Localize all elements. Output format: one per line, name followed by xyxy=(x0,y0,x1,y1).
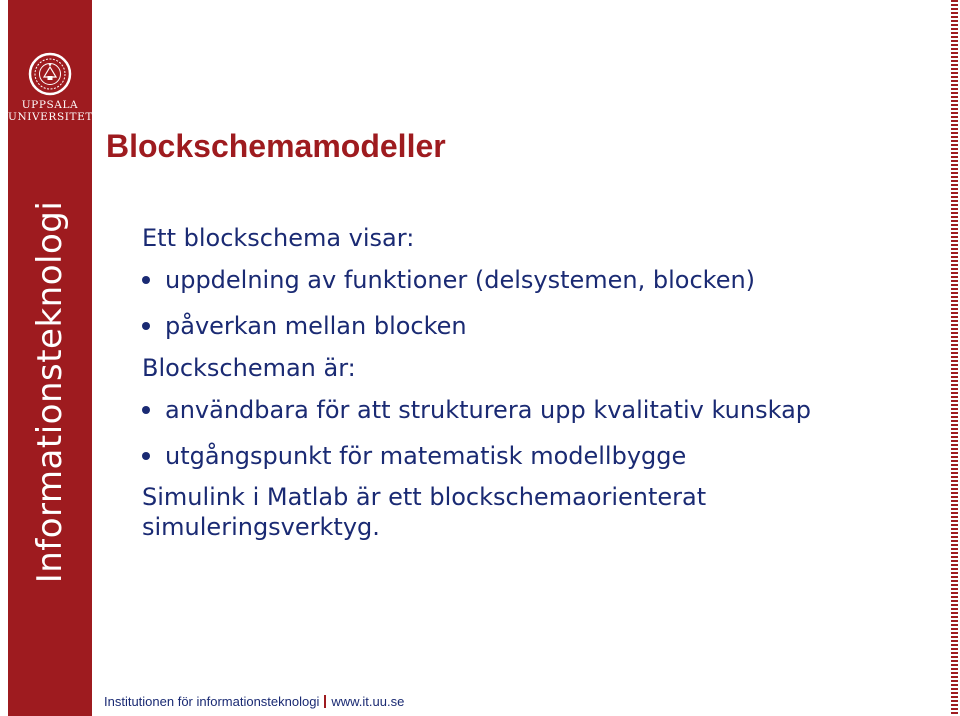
bullet-item xyxy=(142,394,932,426)
logo-text-line: UPPSALA xyxy=(21,99,79,111)
sidebar-vertical-label: Informationsteknologi xyxy=(30,200,70,584)
intro-bullet-list xyxy=(142,264,932,342)
second-heading: Blockscheman är: xyxy=(142,354,356,382)
bullet-text: utgångspunkt för matematisk modellbygge xyxy=(165,442,687,470)
second-bullet-list xyxy=(142,394,932,472)
edge-decoration xyxy=(951,0,958,716)
bullet-icon xyxy=(142,406,150,414)
university-seal-icon xyxy=(28,52,72,96)
bullet-item xyxy=(142,440,932,472)
slide-body xyxy=(142,222,932,542)
bullet-item xyxy=(142,264,932,296)
university-logo xyxy=(8,52,92,123)
bullet-icon xyxy=(142,322,150,330)
footer-website-link[interactable]: www.it.uu.se xyxy=(331,694,405,709)
closing-text: Simulink i Matlab är ett blockschemaorienterat simuleringsverktyg. xyxy=(142,483,707,541)
bullet-icon xyxy=(142,276,150,284)
footer-institution: Institutionen för informationsteknologi xyxy=(104,694,320,709)
bullet-item xyxy=(142,310,932,342)
footer-separator xyxy=(324,695,326,708)
bullet-text: uppdelning av funktioner (delsystemen, blocken) xyxy=(165,266,756,294)
bullet-text: påverkan mellan blocken xyxy=(165,312,467,340)
logo-text-line: UNIVERSITET xyxy=(8,111,93,123)
intro-text: Ett blockschema visar: xyxy=(142,224,415,252)
bullet-text: användbara för att strukturera upp kvalitativ kunskap xyxy=(165,396,812,424)
slide-title: Blockschemamodeller xyxy=(106,128,446,164)
bullet-icon xyxy=(142,452,150,460)
footer xyxy=(104,694,404,709)
